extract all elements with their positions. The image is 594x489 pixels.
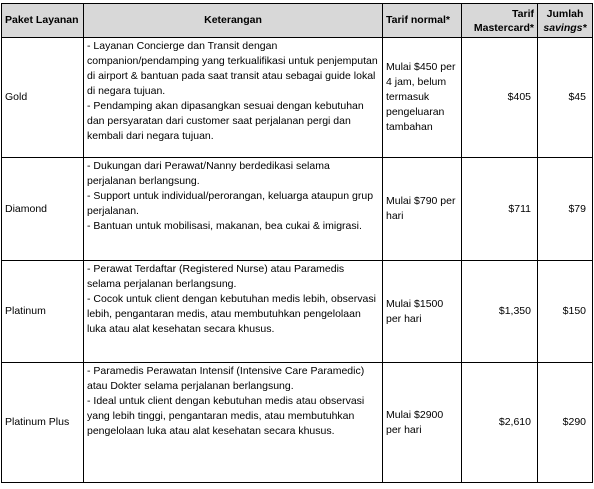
- header-tarif-mastercard-line2: Mastercard*: [473, 21, 534, 34]
- header-jumlah-savings: [538, 4, 593, 38]
- cell-savings: $79: [538, 158, 593, 261]
- table-row-gold: [2, 38, 593, 158]
- keterangan-item: - Perawat Terdaftar (Registered Nurse) atau Paramedis selama perjalanan berlangsung.: [87, 263, 345, 290]
- cell-keterangan: [84, 158, 383, 261]
- table-row-diamond: [2, 158, 593, 261]
- keterangan-item: - Paramedis Perawatan Intensif (Intensive Care Paramedic) atau Dokter selama perjalanan berlangsung.: [87, 365, 365, 392]
- cell-keterangan: [84, 363, 383, 483]
- table-row-platinum: [2, 261, 593, 363]
- cell-keterangan: [84, 38, 383, 158]
- keterangan-item: - Bantuan untuk mobilisasi, makanan, bea cukai & imigrasi.: [87, 220, 362, 232]
- cell-tarif-normal: Mulai $1500 per hari: [383, 261, 462, 363]
- header-tarif-mastercard-line1: Tarif: [512, 7, 534, 20]
- cell-tarif-normal: Mulai $2900 per hari: [383, 363, 462, 483]
- keterangan-item: - Support untuk individual/perorangan, keluarga ataupun grup perjalanan.: [87, 190, 374, 217]
- cell-tarif-mastercard: $1,350: [462, 261, 538, 363]
- cell-tarif-normal: Mulai $450 per 4 jam, belum termasuk pengeluaran tambahan: [383, 38, 462, 158]
- cell-tarif-mastercard: $711: [462, 158, 538, 261]
- cell-paket: Diamond: [2, 158, 84, 261]
- keterangan-item: - Dukungan dari Perawat/Nanny berdedikasi selama perjalanan berlangsung.: [87, 160, 330, 187]
- table-row-platinum-plus: [2, 363, 593, 483]
- cell-tarif-normal: Mulai $790 per hari: [383, 158, 462, 261]
- header-keterangan: Keterangan: [84, 4, 383, 38]
- cell-paket: Platinum: [2, 261, 84, 363]
- cell-savings: $290: [538, 363, 593, 483]
- header-row: [2, 4, 593, 38]
- header-tarif-normal: Tarif normal*: [383, 4, 462, 38]
- cell-tarif-mastercard: $2,610: [462, 363, 538, 483]
- header-paket-layanan: Paket Layanan: [2, 4, 84, 38]
- cell-savings: $150: [538, 261, 593, 363]
- keterangan-item: - Layanan Concierge dan Transit dengan companion/pendamping yang terkualifikasi untuk penjemputan di airport & bantuan pada saat transit atau sebagai guide lokal di negara tujuan.: [87, 40, 378, 97]
- pricing-table: [1, 3, 593, 483]
- cell-keterangan: [84, 261, 383, 363]
- header-jumlah-line1: Jumlah: [546, 7, 584, 20]
- keterangan-item: - Ideal untuk client dengan kebutuhan medis atau observasi yang lebih tinggi, pengantaran medis, atau membutuhkan pengelolaan luka atau alat kesehatan secara khusus.: [87, 395, 365, 437]
- header-tarif-mastercard: [462, 4, 538, 38]
- cell-savings: $45: [538, 38, 593, 158]
- keterangan-item: - Pendamping akan dipasangkan sesuai dengan kebutuhan dan persyaratan dari customer saat perjalanan pergi dan kembali dari negara tujuan.: [87, 100, 364, 142]
- cell-paket: Gold: [2, 38, 84, 158]
- keterangan-item: - Cocok untuk client dengan kebutuhan medis lebih, observasi lebih, pengantaran medis, atau membutuhkan pengelolaan luka atau alat kesehatan secara khusus.: [87, 293, 376, 335]
- cell-tarif-mastercard: $405: [462, 38, 538, 158]
- header-jumlah-line2: savings*: [543, 21, 587, 34]
- cell-paket: Platinum Plus: [2, 363, 84, 483]
